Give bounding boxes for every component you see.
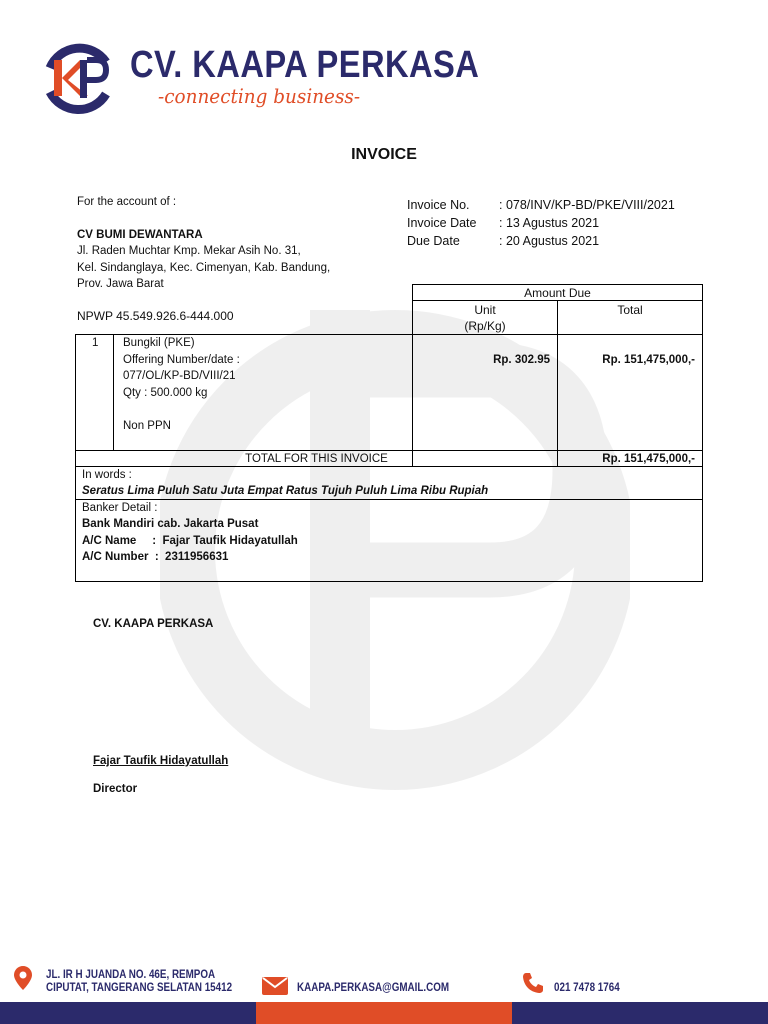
meta-value: : 13 Agustus 2021 — [499, 216, 600, 230]
item-line: 077/OL/KP-BD/VIII/21 — [123, 370, 236, 382]
table-border — [113, 334, 114, 450]
mail-icon — [262, 977, 288, 995]
unit-subheader: (Rp/Kg) — [464, 319, 506, 333]
total-label: TOTAL FOR THIS INVOICE — [245, 453, 388, 465]
account-number: A/C Number : 2311956631 — [82, 551, 229, 563]
item-line: Bungkil (PKE) — [123, 337, 195, 349]
meta-row-invoice-date — [407, 214, 675, 232]
customer-name: CV BUMI DEWANTARA — [77, 228, 203, 241]
item-unit-price: Rp. 302.95 — [493, 354, 550, 366]
phone-icon — [522, 972, 544, 994]
footer-address-line: JL. IR H JUANDA NO. 46E, REMPOA — [46, 967, 216, 981]
bank-name: Bank Mandiri cab. Jakarta Pusat — [82, 518, 259, 530]
table-border — [75, 581, 703, 582]
item-line: Offering Number/date : — [123, 353, 240, 366]
footer-bar-navy — [512, 1002, 768, 1024]
meta-row-invoice-no — [407, 196, 675, 214]
total-header: Total — [617, 303, 643, 317]
table-border — [702, 284, 703, 582]
customer-npwp: NPWP 45.549.926.6-444.000 — [77, 309, 234, 323]
footer-address-line: CIPUTAT, TANGERANG SELATAN 15412 — [46, 980, 233, 994]
item-tax-note: Non PPN — [123, 419, 171, 432]
footer-email[interactable]: KAAPA.PERKASA@GMAIL.COM — [297, 980, 450, 994]
footer-bar-navy — [0, 1002, 256, 1024]
invoice-title: INVOICE — [351, 146, 417, 163]
in-words-label: In words : — [82, 469, 132, 481]
footer-bar-orange — [256, 1002, 512, 1024]
table-border — [557, 300, 558, 466]
total-value: Rp. 151,475,000,- — [602, 453, 695, 465]
item-line: Qty : 500.000 kg — [123, 386, 208, 399]
company-tagline: -connecting business- — [158, 84, 361, 108]
location-pin-icon — [14, 966, 32, 990]
company-logo-icon — [40, 38, 116, 118]
invoice-meta — [407, 196, 675, 250]
footer-phone[interactable]: 021 7478 1764 — [554, 980, 620, 994]
meta-value: : 20 Agustus 2021 — [499, 234, 600, 248]
meta-key: Invoice No. — [407, 198, 470, 212]
item-total: Rp. 151,475,000,- — [602, 354, 695, 366]
meta-row-due-date — [407, 232, 675, 250]
in-words-value: Seratus Lima Puluh Satu Juta Empat Ratus Tujuh Puluh Lima Ribu Rupiah — [82, 485, 489, 497]
unit-header: Unit — [474, 303, 496, 317]
item-number: 1 — [92, 337, 99, 349]
account-name: A/C Name : Fajar Taufik Hidayatullah — [82, 535, 298, 547]
bill-to-label: For the account of : — [77, 196, 177, 208]
customer-address-line: Kel. Sindanglaya, Kec. Cimenyan, Kab. Bandung, — [77, 261, 331, 274]
banker-label: Banker Detail : — [82, 502, 158, 514]
customer-address-line: Prov. Jawa Barat — [77, 278, 164, 290]
signer-name: Fajar Taufik Hidayatullah — [93, 755, 229, 767]
signer-title: Director — [93, 783, 138, 795]
amount-due-header: Amount Due — [524, 286, 591, 300]
signer-company: CV. KAAPA PERKASA — [93, 618, 214, 630]
item-description — [123, 335, 240, 434]
customer-address-line: Jl. Raden Muchtar Kmp. Mekar Asih No. 31, — [77, 245, 301, 257]
meta-value: : 078/INV/KP-BD/PKE/VIII/2021 — [499, 198, 675, 212]
company-name: CV. KAAPA PERKASA — [130, 44, 480, 86]
meta-key: Invoice Date — [407, 216, 477, 230]
meta-key: Due Date — [407, 234, 460, 248]
bill-to-block — [77, 194, 330, 293]
